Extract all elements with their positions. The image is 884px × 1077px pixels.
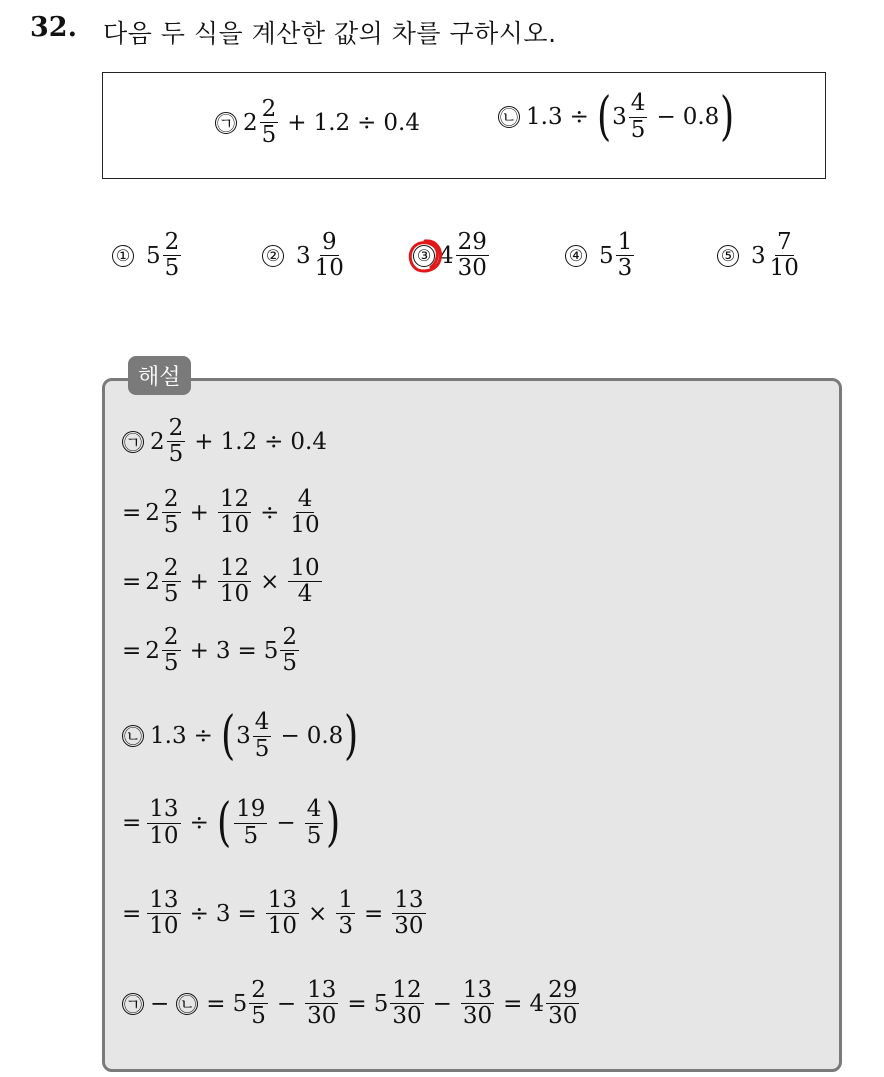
expression-a [215,97,420,149]
choice-number: ② [262,245,284,267]
solution-line-1: ㉠ 2 $\frac{2}{5}$ + 1.2 ÷ 0.4 [124,415,327,468]
value: 0.4 [383,109,420,136]
choice-1[interactable]: ① 5 $\frac{2}{5}$ [112,230,183,282]
right-paren: ) [720,87,735,147]
choice-number: ① [112,245,134,267]
value: 0.8 [682,104,720,130]
fraction: $\frac{4}{5}$ [630,90,646,143]
operator: ÷ [357,109,377,136]
solution-tag: 해설 [128,356,191,395]
left-paren: ( [596,87,612,147]
choice-4[interactable]: ④ 5 $\frac{1}{3}$ [565,230,636,282]
operator: ÷ [569,104,589,130]
fraction: $\frac{2}{5}$ [261,96,277,149]
choice-2[interactable]: ② 3 $\frac{9}{10}$ [262,230,348,282]
question-number: 32. [30,12,77,43]
value: 1.2 [313,109,351,136]
solution-line-2: = 2 $\frac{2}{5}$ + $\frac{12}{10}$ ÷ $\frac{4}{10}$ [122,486,320,539]
selected-circle-mark [405,236,445,276]
choice-5[interactable]: ⑤ 3 $\frac{7}{10}$ [717,230,803,282]
whole: 3 [612,104,627,130]
solution-line-3: = 2 $\frac{2}{5}$ + $\frac{12}{10}$ × $\frac{10}{4}$ [122,555,320,608]
choice-number: ③ [413,245,435,267]
expression-b [498,87,736,147]
symbol-b: ㉡ [500,108,518,129]
whole: 2 [243,109,258,136]
solution-line-6: = $\frac{13}{10}$ ÷ ( $\frac{19}{5}$ − $\frac{4}{5}$ ) [122,793,341,853]
value: 1.3 [526,104,563,130]
expression-box [102,72,826,179]
solution-line-7: = $\frac{13}{10}$ ÷ 3 = $\frac{13}{10}$ × $\frac{1}{3}$ = $\frac{13}{30}$ [122,887,424,940]
choice-number: ④ [565,245,587,267]
solution-line-4: = 2 $\frac{2}{5}$ + 3 = 5 $\frac{2}{5}$ [122,624,298,677]
operator: − [656,104,676,130]
choice-3[interactable]: ③ 4 $\frac{29}{30}$ [413,230,491,282]
operator: + [287,109,307,136]
solution-line-5: ㉡ 1.3 ÷ ( 3 $\frac{4}{5}$ − 0.8 ) [124,706,359,766]
choice-number: ⑤ [717,245,739,267]
solution-line-8: ㉠ − ㉡ = 5 $\frac{2}{5}$ − $\frac{13}{30}$ = 5 $\frac{12}{30}$ − $\frac{13}{30}$ = 4 $\frac{29}{30}$ [124,977,578,1030]
question-text: 다음 두 식을 계산한 값의 차를 구하시오. [103,19,557,48]
symbol-a: ㉠ [217,113,235,135]
